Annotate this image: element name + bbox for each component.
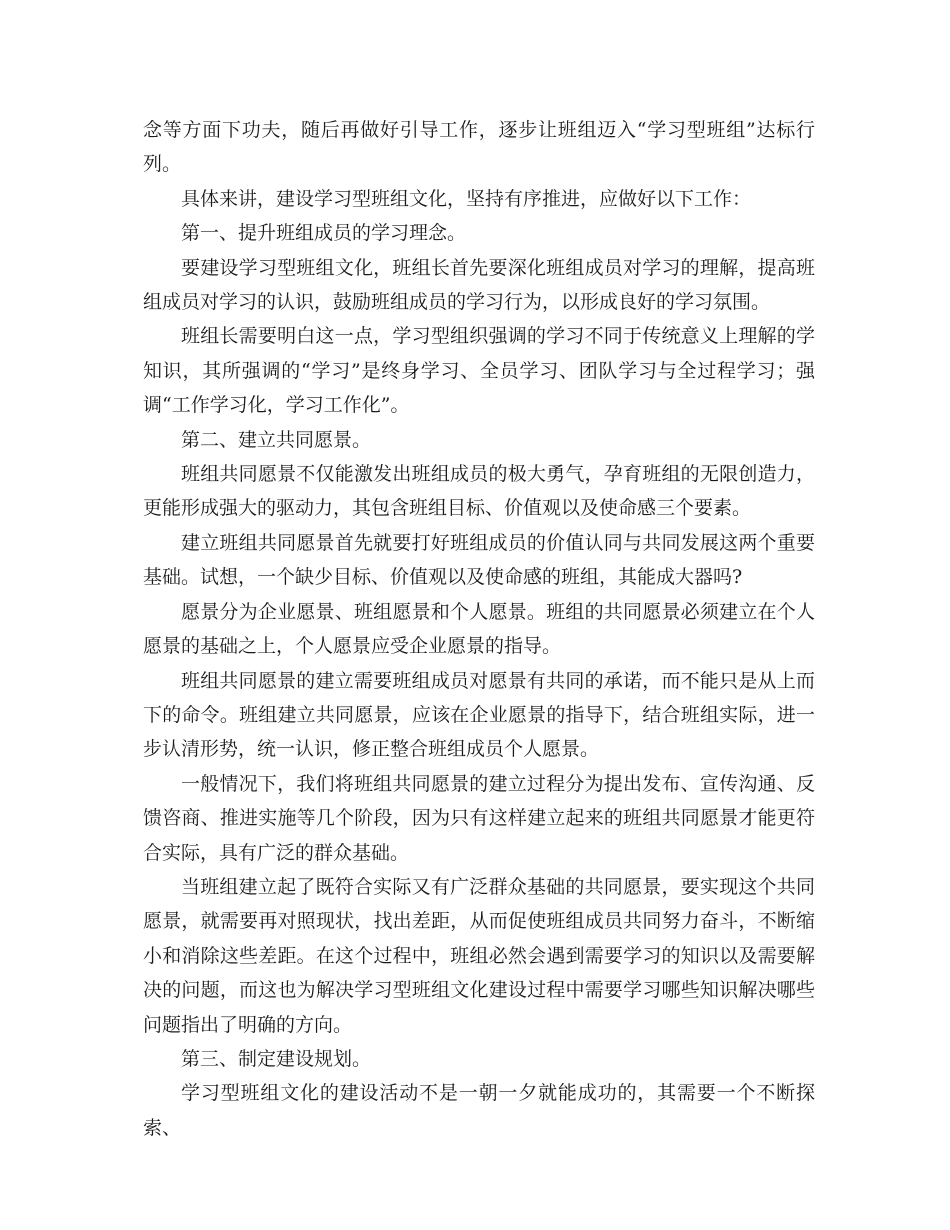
paragraph: 建立班组共同愿景首先就要打好班组成员的价值认同与共同发展这两个重要基础。试想，一个缺少目标、价值观以及使命感的班组，其能成大器吗? bbox=[143, 531, 815, 589]
paragraph: 当班组建立起了既符合实际又有广泛群众基础的共同愿景，要实现这个共同愿景，就需要再对照现状，找出差距，从而促使班组成员共同努力奋斗，不断缩小和消除这些差距。在这个过程中，班组必然会遇到需要学习的知识以及需要解决的问题，而这也为解决学习型班组文化建设过程中需要学习哪些知识解决哪些问题指出了明确的方向。 bbox=[143, 875, 815, 1036]
paragraph: 一般情况下，我们将班组共同愿景的建立过程分为提出发布、宣传沟通、反馈咨商、推进实施等几个阶段，因为只有这样建立起来的班组共同愿景才能更符合实际，具有广泛的群众基础。 bbox=[143, 772, 815, 864]
section-heading-2: 第二、建立共同愿景。 bbox=[181, 428, 372, 451]
paragraph: 学习型班组文化的建设活动不是一朝一夕就能成功的，其需要一个不断探索、 bbox=[143, 1082, 815, 1139]
section-heading-3: 第三、制定建设规划。 bbox=[181, 1047, 372, 1070]
paragraph: 要建设学习型班组文化，班组长首先要深化班组成员对学习的理解，提高班组成员对学习的认识，鼓励班组成员的学习行为，以形成良好的学习氛围。 bbox=[143, 256, 815, 314]
paragraph: 愿景分为企业愿景、班组愿景和个人愿景。班组的共同愿景必须建立在个人愿景的基础之上，个人愿景应受企业愿景的指导。 bbox=[143, 600, 815, 658]
paragraph-continuation: 念等方面下功夫，随后再做好引导工作，逐步让班组迈入“学习型班组”达标行列。 bbox=[143, 119, 815, 176]
paragraph-intro: 具体来讲，建设学习型班组文化，坚持有序推进，应做好以下工作： bbox=[181, 187, 752, 210]
section-heading-1: 第一、提升班组成员的学习理念。 bbox=[181, 222, 467, 245]
paragraph: 班组共同愿景的建立需要班组成员对愿景有共同的承诺，而不能只是从上而下的命令。班组建立共同愿景，应该在企业愿景的指导下，结合班组实际，进一步认清形势，统一认识，修正整合班组成员个人愿景。 bbox=[143, 669, 815, 761]
paragraph: 班组共同愿景不仅能激发出班组成员的极大勇气，孕育班组的无限创造力，更能形成强大的驱动力，其包含班组目标、价值观以及使命感三个要素。 bbox=[143, 463, 815, 520]
document-body bbox=[143, 113, 815, 1145]
paragraph: 班组长需要明白这一点，学习型组织强调的学习不同于传统意义上理解的学知识，其所强调的“学习”是终身学习、全员学习、团队学习与全过程学习；强调“工作学习化，学习工作化”。 bbox=[143, 325, 815, 417]
